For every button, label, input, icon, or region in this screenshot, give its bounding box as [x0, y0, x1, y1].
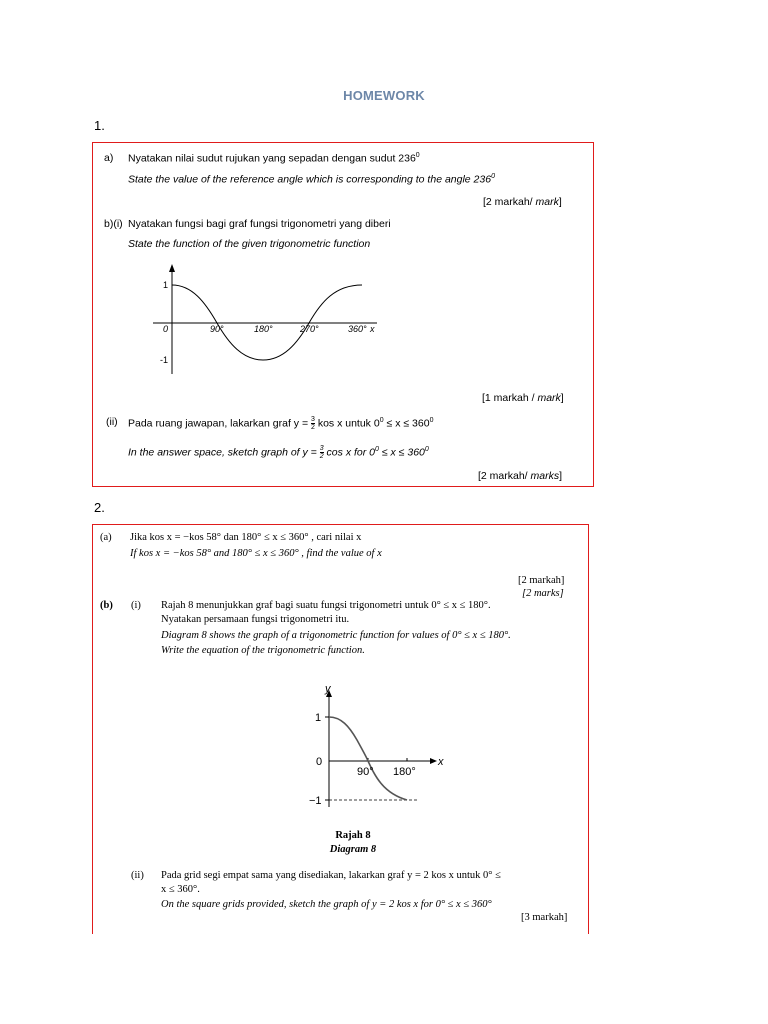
q2-caption-english: Diagram 8: [329, 844, 377, 855]
q2-bi-malay-1: Rajah 8 menunjukkan graf bagi suatu fungsi trigonometri untuk 0° ≤ x ≤ 180°.: [161, 600, 491, 611]
q1-bii-malay: Pada ruang jawapan, lakarkan graf y = $\frac{3}{2}$ kos x untuk $0^0 \le x \le 360^0$: [128, 416, 434, 431]
q2-y-bottom-label: −1: [309, 795, 322, 807]
q1-x-tick-270: 270°: [300, 324, 319, 334]
q1-a-english: State the value of the reference angle which is corresponding to the angle $236^0$: [128, 173, 495, 186]
q2-bii-english: On the square grids provided, sketch the graph of y = 2 kos x for 0° ≤ x ≤ 360°: [161, 899, 492, 910]
q1-bii-english: In the answer space, sketch graph of y = $\frac{3}{2}$ cos x for $0^0 \le x \le 360^0$: [128, 445, 429, 460]
q2-x-tick-180: 180°: [393, 766, 416, 778]
q2-bii-marks-malay: [3 markah]: [521, 912, 568, 923]
q1-bi-malay: Nyatakan fungsi bagi graf fungsi trigonometri yang diberi: [128, 218, 391, 230]
q2-a-malay: Jika kos x = −kos 58° dan 180° ≤ x ≤ 360° , cari nilai x: [130, 532, 362, 543]
q2-x-arrow-icon: [430, 758, 437, 764]
q2-caption-malay: Rajah 8: [335, 830, 371, 841]
question-2-number: 2.: [94, 500, 105, 515]
q2-a-marks-malay: [2 markah]: [518, 575, 565, 586]
q2-a-label: (a): [100, 532, 112, 543]
q2-x-axis-label: x: [438, 756, 444, 768]
q1-y-top-label: 1: [163, 280, 169, 290]
q2-bi-english-2: Write the equation of the trigonometric function.: [161, 645, 365, 656]
q1-fraction: $\frac{3}{2}$: [311, 416, 315, 431]
q1-a-marks: [2 markah/ mark]: [483, 196, 562, 208]
page-title: HOMEWORK: [343, 88, 425, 103]
q2-b-label: (b): [100, 600, 113, 611]
q2-bi-malay-2: Nyatakan persamaan fungsi trigonometri itu.: [161, 614, 350, 625]
q1-y-arrow-icon: [169, 264, 175, 272]
q2-a-marks-english: [2 marks]: [522, 588, 564, 599]
q2-bii-label: (ii): [131, 870, 144, 881]
q1-x-tick-360: 360°: [348, 324, 367, 334]
q1-a-malay: Nyatakan nilai sudut rujukan yang sepadan dengan sudut $236^0$: [128, 152, 420, 165]
q1-cosine-graph: [145, 262, 380, 377]
q1-bi-label: b)(i): [104, 218, 123, 230]
q1-bi-english: State the function of the given trigonometric function: [128, 238, 371, 250]
q1-origin-label: 0: [163, 324, 169, 334]
q1-x-tick-180: 180°: [254, 324, 273, 334]
q2-y-top-label: 1: [315, 712, 322, 724]
q1-bii-label: (ii): [106, 416, 118, 428]
q2-bi-label: (i): [131, 600, 141, 611]
q2-bi-english-1: Diagram 8 shows the graph of a trigonometric function for values of 0° ≤ x ≤ 180°.: [161, 630, 511, 641]
q1-y-bottom-label: -1: [160, 355, 169, 365]
q1-bii-marks: [2 markah/ marks]: [478, 470, 563, 482]
q1-a-label: a): [104, 152, 114, 164]
question-1-number: 1.: [94, 118, 105, 133]
q1-x-tick-90: 90°: [210, 324, 224, 334]
q2-bii-malay-2: x ≤ 360°.: [161, 884, 200, 895]
q2-y-axis-label: y: [325, 683, 331, 695]
q2-origin-label: 0: [316, 756, 323, 768]
q2-x-tick-90: 90°: [357, 766, 374, 778]
q1-x-axis-label: x: [370, 324, 375, 334]
q1-fraction-en: $\frac{3}{2}$: [319, 445, 324, 460]
q1-bi-marks: [1 markah / mark]: [482, 392, 564, 404]
q2-cosine-graph: [305, 680, 445, 810]
q2-a-english: If kos x = −kos 58° and 180° ≤ x ≤ 360° , find the value of x: [130, 548, 382, 559]
q2-bii-malay-1: Pada grid segi empat sama yang disediakan, lakarkan graf y = 2 kos x untuk 0° ≤: [161, 870, 501, 881]
